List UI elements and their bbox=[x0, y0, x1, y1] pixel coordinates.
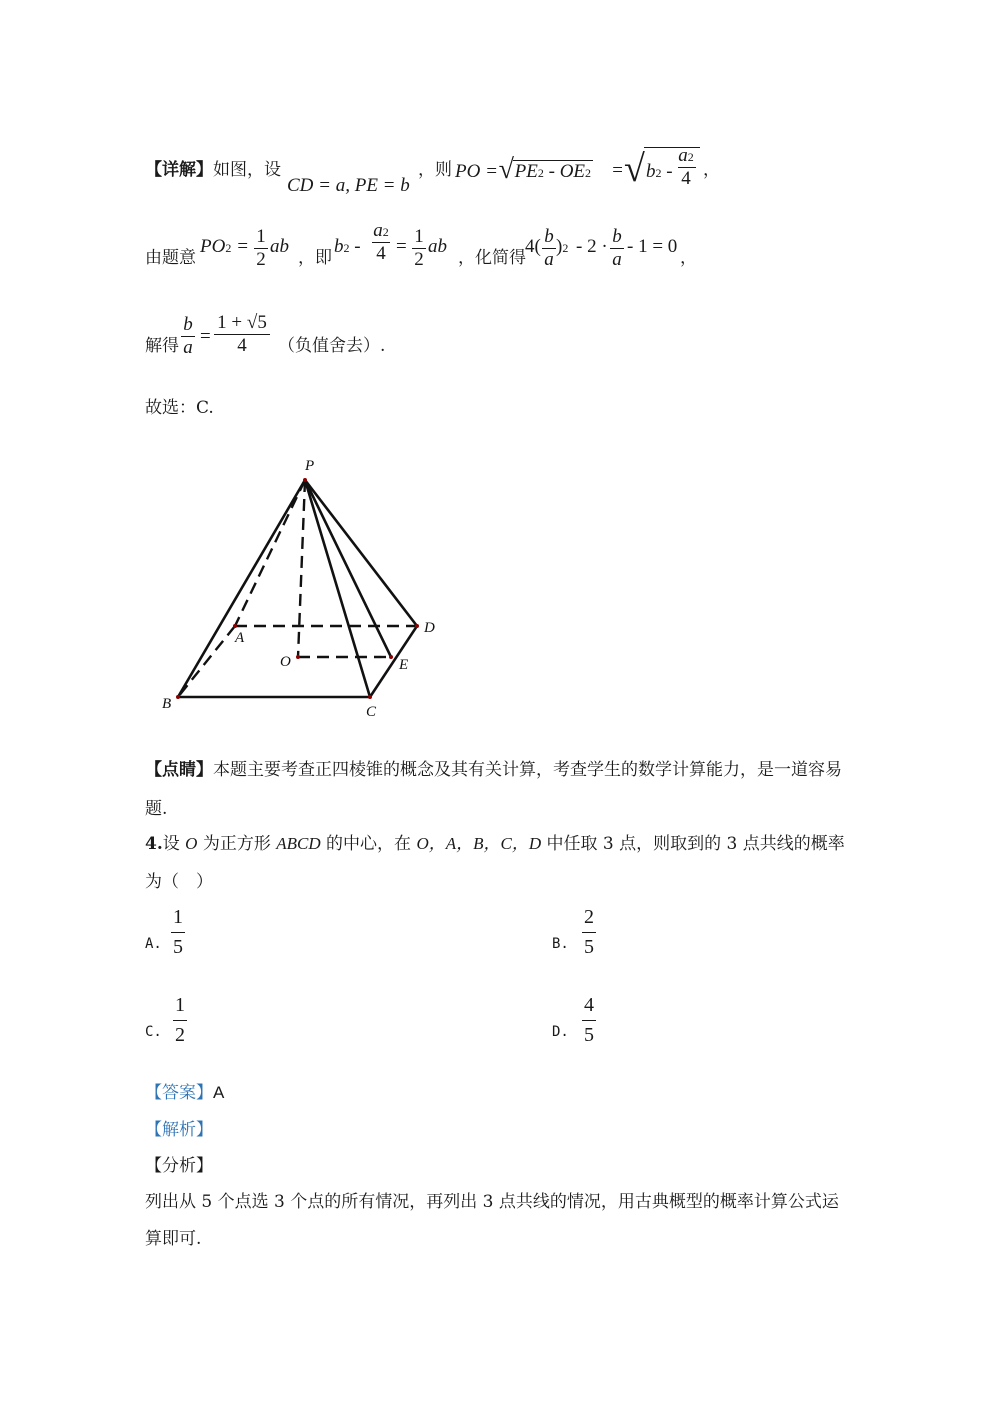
label-c: C bbox=[366, 704, 377, 720]
detail-intro: 如图，设 bbox=[213, 160, 281, 180]
minus-sign: - bbox=[666, 161, 673, 182]
ab-term: ab bbox=[270, 236, 289, 257]
q4-o: O bbox=[185, 834, 198, 853]
option-b-den: 5 bbox=[584, 936, 594, 958]
expr-start: 4( bbox=[525, 236, 541, 257]
ba-frac-2 bbox=[610, 226, 624, 271]
option-b-letter: B. bbox=[552, 936, 569, 952]
label-d: D bbox=[424, 620, 435, 636]
po-label: PO = bbox=[455, 161, 498, 182]
half-num-2: 1 bbox=[414, 226, 424, 247]
option-a-frac bbox=[171, 906, 185, 959]
option-d-frac bbox=[582, 994, 596, 1047]
half-den: 2 bbox=[256, 249, 266, 270]
ba-den: a bbox=[544, 249, 554, 270]
vertex-e bbox=[389, 655, 393, 659]
ba-frac bbox=[542, 226, 556, 271]
line3-lead: 解得 bbox=[145, 336, 179, 356]
choose-text: 故选：C. bbox=[145, 398, 214, 418]
edge-pc bbox=[305, 480, 370, 697]
close-paren: ) bbox=[556, 236, 563, 257]
q4-point-list: O，A，B，C，D bbox=[416, 834, 542, 853]
option-c-num: 1 bbox=[175, 994, 185, 1016]
option-b-frac bbox=[582, 906, 596, 959]
half-frac bbox=[254, 226, 268, 271]
analysis-text-1: 列出从 5 个点选 3 个点的所有情况，再列出 3 点共线的情况，用古典概型的概率计算公式运 bbox=[145, 1192, 839, 1212]
line2-lead: 由题意 bbox=[145, 248, 196, 268]
solve-a: a bbox=[183, 337, 193, 358]
ba-den-2: a bbox=[612, 249, 622, 270]
solve-ba-frac bbox=[181, 314, 195, 359]
vertex-p bbox=[303, 478, 307, 482]
half-num: 1 bbox=[256, 226, 266, 247]
pe-term: PE bbox=[514, 161, 538, 182]
pyramid-figure bbox=[150, 450, 450, 720]
analysis-label: 【分析】 bbox=[145, 1156, 213, 1176]
expr-end: - 1 = 0 bbox=[627, 236, 678, 257]
label-e: E bbox=[399, 657, 409, 673]
option-c-frac bbox=[173, 994, 187, 1047]
a2-den: 4 bbox=[376, 243, 386, 264]
option-a-letter: A. bbox=[145, 936, 162, 952]
option-d-letter: D. bbox=[552, 1024, 569, 1040]
q4-number: 4. bbox=[145, 834, 163, 854]
pyramid-edges bbox=[178, 480, 417, 697]
option-c-letter: C. bbox=[145, 1024, 162, 1040]
b-term: b bbox=[646, 161, 656, 182]
detail-line bbox=[145, 160, 281, 180]
ab-term-2: ab bbox=[428, 236, 447, 257]
option-b-num: 2 bbox=[584, 906, 594, 928]
comment-label: 【点睛】 bbox=[145, 760, 213, 780]
answer-value: A bbox=[213, 1083, 225, 1102]
eq-sign: = bbox=[611, 160, 624, 181]
option-a-den: 5 bbox=[173, 936, 183, 958]
po-expr bbox=[455, 160, 593, 183]
hidden-edges bbox=[178, 480, 417, 697]
comment-text-2: 题. bbox=[145, 799, 168, 819]
label-p: P bbox=[305, 458, 315, 474]
vertex-c bbox=[368, 695, 372, 699]
given-expr: CD = a, PE = b bbox=[287, 175, 410, 196]
vertex-b bbox=[176, 695, 180, 699]
solve-den: 4 bbox=[237, 335, 247, 356]
half-frac-2 bbox=[412, 226, 426, 271]
comma-2: ， bbox=[680, 248, 697, 268]
vertex-a bbox=[233, 624, 237, 628]
b2-label: b bbox=[334, 236, 344, 257]
q4-text-b: 为正方形 bbox=[197, 834, 277, 854]
frac-den: 4 bbox=[681, 168, 691, 189]
answer-line bbox=[145, 1083, 224, 1103]
q4-text-a: 设 bbox=[162, 834, 186, 854]
answer-label: 【答案】 bbox=[145, 1083, 213, 1103]
q4-text-d: 中任取 3 点，则取到的 3 点共线的概率 bbox=[541, 834, 845, 854]
solve-eq: = bbox=[200, 326, 211, 347]
option-d-den: 5 bbox=[584, 1024, 594, 1046]
eq-half: = bbox=[236, 236, 249, 257]
solve-b: b bbox=[183, 314, 193, 335]
simplify-text: ，化简得 bbox=[458, 248, 526, 268]
q4-line-1 bbox=[145, 834, 845, 854]
option-a-num: 1 bbox=[173, 906, 183, 928]
solve-num: 1 + √5 bbox=[217, 312, 267, 333]
po-squared: PO2 = bbox=[200, 236, 249, 257]
option-c-den: 2 bbox=[175, 1024, 185, 1046]
label-o: O bbox=[280, 654, 291, 670]
edge-ab bbox=[178, 626, 235, 697]
comment-text-1: 本题主要考查正四棱锥的概念及其有关计算，考查学生的数学计算能力，是一道容易 bbox=[213, 760, 842, 780]
label-b: B bbox=[162, 696, 172, 712]
ba-num: b bbox=[544, 226, 554, 247]
solve-result-frac bbox=[214, 312, 270, 357]
q4-text-c: 的中心，在 bbox=[320, 834, 417, 854]
q4-abcd: ABCD bbox=[276, 834, 321, 853]
option-d-num: 4 bbox=[584, 994, 594, 1016]
expr-rest: - 2 · bbox=[576, 236, 608, 257]
expr-mid: )2 bbox=[556, 236, 569, 257]
q4-line-2: 为（ ） bbox=[145, 872, 213, 892]
vertex-o bbox=[296, 655, 300, 659]
edge-po bbox=[298, 480, 305, 657]
b2-minus: - bbox=[354, 236, 361, 257]
label-a: A bbox=[235, 630, 245, 646]
oe-term: - OE bbox=[548, 161, 586, 182]
edge-cd bbox=[370, 626, 417, 697]
a2-frac: a2 4 bbox=[373, 220, 389, 264]
comment-line-1 bbox=[145, 760, 842, 780]
jiexi-label: 【解析】 bbox=[145, 1120, 213, 1140]
solve-note: （负值舍去）. bbox=[278, 336, 386, 356]
comma-1: ， bbox=[703, 160, 720, 180]
vertex-labels bbox=[162, 458, 435, 720]
edge-pe bbox=[305, 480, 391, 657]
analysis-text-2: 算即可. bbox=[145, 1229, 202, 1249]
vertex-dots bbox=[176, 478, 419, 699]
a2-num: a bbox=[373, 220, 383, 241]
vertex-d bbox=[415, 624, 419, 628]
ba-num-2: b bbox=[612, 226, 622, 247]
ji-text: ，即 bbox=[298, 248, 332, 268]
half-den-2: 2 bbox=[414, 249, 424, 270]
frac-num: a bbox=[678, 145, 688, 166]
edge-pa bbox=[235, 480, 305, 626]
eq-sign-2: = bbox=[396, 236, 407, 257]
edge-pd bbox=[305, 480, 417, 626]
detail-label: 【详解】 bbox=[145, 160, 213, 180]
po2-label: PO bbox=[200, 236, 226, 257]
then-text: ，则 bbox=[418, 160, 452, 180]
sqrt-1: √ PE2 - OE2 bbox=[503, 160, 593, 183]
b2-term: b2 - bbox=[334, 236, 361, 257]
